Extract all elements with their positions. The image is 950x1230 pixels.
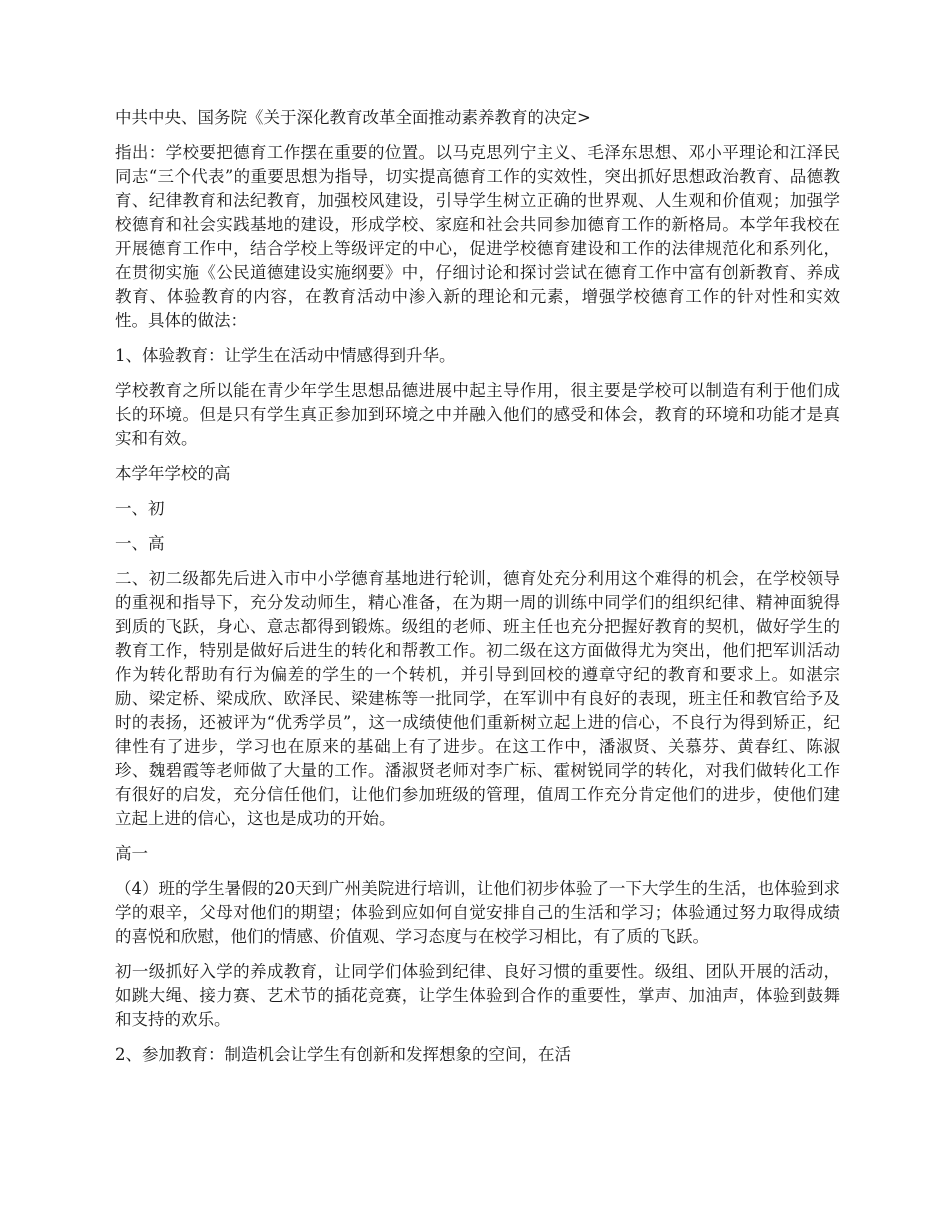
- paragraph-short-3: 一、高: [115, 534, 165, 553]
- paragraph-short-1: 本学年学校的高: [115, 464, 231, 483]
- paragraph-short-4: 高一: [115, 844, 148, 863]
- paragraph-art-training: （4）班的学生暑假的20天到广州美院进行培训，让他们初步体验了一下大学生的生活，也体验到求学的艰辛，父母对他们的期望；体验到应如何自觉安排自己的生活和学习；体验通过努力取得成绩的喜悦和欣慰，他们的情感、价值观、学习态度与在校学习相比，有了质的飞跃。: [115, 879, 840, 946]
- paragraph-heading-1: 1、体验教育：让学生在活动中情感得到升华。: [115, 346, 456, 365]
- document-body: [115, 106, 840, 1078]
- paragraph-heading-2: 2、参加教育：制造机会让学生有创新和发挥想象的空间，在活: [115, 1045, 571, 1064]
- paragraph-title-line: 中共中央、国务院《关于深化教育改革全面推动素养教育的决定>: [115, 108, 591, 127]
- paragraph-intro: 指出：学校要把德育工作摆在重要的位置。以马克思列宁主义、毛泽东思想、邓小平理论和江泽民同志“三个代表”的重要思想为指导，切实提高德育工作的实效性，突出抓好思想政治教育、品德教育、纪律教育和法纪教育，加强校风建设，引导学生树立正确的世界观、人生观和价值观；加强学校德育和社会实践基地的建设，形成学校、家庭和社会共同参加德育工作的新格局。本学年我校在开展德育工作中，结合学校上等级评定的中心，促进学校德育建设和工作的法律规范化和系列化，在贯彻实施《公民道德建设实施纲要》中，仔细讨论和探讨尝试在德育工作中富有创新教育、养成教育、体验教育的内容，在教育活动中渗入新的理论和元素，增强学校德育工作的针对性和实效性。具体的做法：: [115, 143, 840, 330]
- paragraph-military-training: 二、初二级都先后进入市中小学德育基地进行轮训，德育处充分利用这个难得的机会，在学校领导的重视和指导下，充分发动师生，精心准备，在为期一周的训练中同学们的组织纪律、精神面貌得到质的飞跃，身心、意志都得到锻炼。级组的老师、班主任也充分把握好教育的契机，做好学生的教育工作，特别是做好后进生的转化和帮教工作。初二级在这方面做得尤为突出，他们把军训活动作为转化帮助有行为偏差的学生的一个转机，并引导到回校的遵章守纪的教育和要求上。如湛宗励、梁定桥、梁成欣、欧泽民、梁建栋等一批同学，在军训中有良好的表现，班主任和教官给予及时的表扬，还被评为“优秀学员”，这一成绩使他们重新树立起上进的信心，不良行为得到矫正，纪律性有了进步，学习也在原来的基础上有了进步。在这工作中，潘淑贤、关慕芬、黄春红、陈淑珍、魏碧霞等老师做了大量的工作。潘淑贤老师对李广标、霍树锐同学的转化，对我们做转化工作有很好的启发，充分信任他们，让他们参加班级的管理，值周工作充分肯定他们的进步，使他们建立起上进的信心，这也是成功的开始。: [115, 569, 840, 828]
- paragraph-short-2: 一、初: [115, 499, 165, 518]
- paragraph-school-environment: 学校教育之所以能在青少年学生思想品德进展中起主导作用，很主要是学校可以制造有利于他们成长的环境。但是只有学生真正参加到环境之中并融入他们的感受和体会，教育的环境和功能才是真实和有效。: [115, 381, 840, 448]
- paragraph-habit-education: 初一级抓好入学的养成教育，让同学们体验到纪律、良好习惯的重要性。级组、团队开展的活动，如跳大绳、接力赛、艺术节的插花竞赛，让学生体验到合作的重要性，掌声、加油声，体验到鼓舞和支持的欢乐。: [115, 962, 840, 1029]
